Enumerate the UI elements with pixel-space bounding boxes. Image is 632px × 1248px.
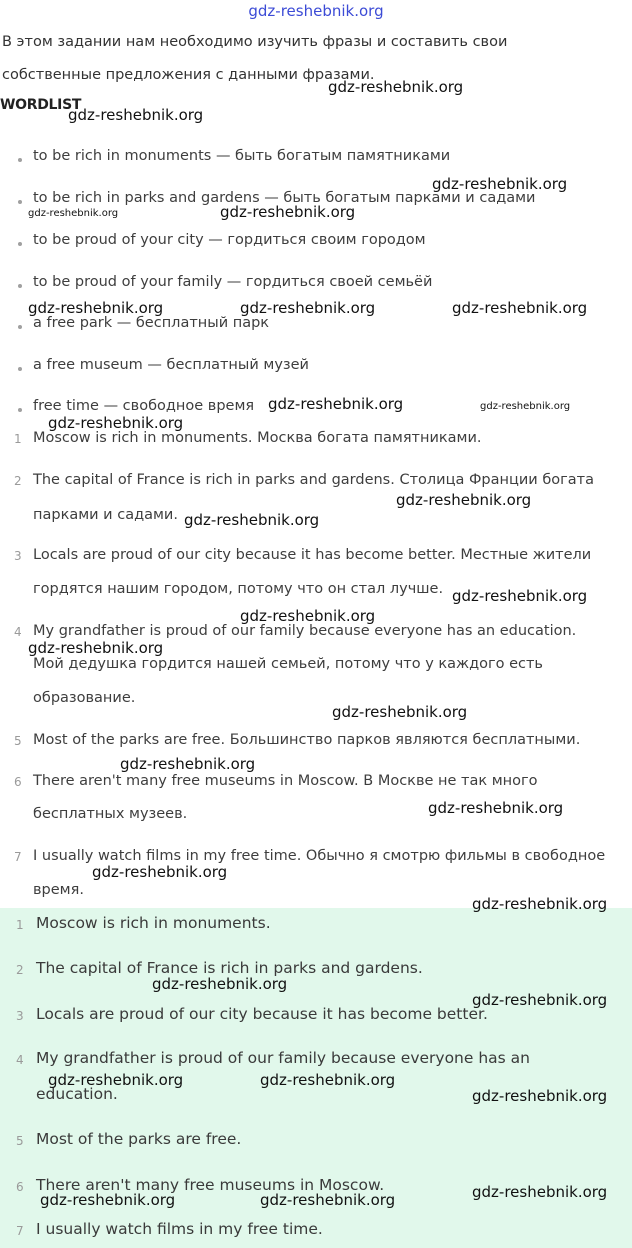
watermark: gdz-reshebnik.org [48, 1071, 184, 1089]
answer-number: 7 [16, 1224, 24, 1238]
answer-number: 6 [16, 1180, 24, 1194]
sentence-2-line-1: The capital of France is rich in parks and gardens. Столица Франции богата [33, 472, 594, 488]
watermark: gdz-reshebnik.org [472, 895, 608, 913]
sentence-7-line-2: время. [33, 882, 84, 898]
answer-3: Locals are proud of our city because it has become better. [36, 1005, 488, 1023]
site-header-link[interactable]: gdz-reshebnik.org [248, 2, 384, 20]
answer-number: 4 [16, 1053, 24, 1067]
watermark: gdz-reshebnik.org [68, 106, 204, 124]
watermark: gdz-reshebnik.org [332, 703, 468, 721]
sentence-4-line-3: образование. [33, 690, 136, 706]
sentence-4-line-2: Мой дедушка гордится нашей семьей, потому что у каждого есть [33, 656, 543, 672]
answer-4-line-1: My grandfather is proud of our family because everyone has an [36, 1049, 530, 1067]
wordlist-item: a free park — бесплатный парк [33, 315, 270, 331]
answer-5: Most of the parks are free. [36, 1130, 242, 1148]
wordlist-title: WORDLIST [0, 97, 82, 113]
bullet-icon [18, 200, 22, 204]
watermark: gdz-reshebnik.org [432, 175, 568, 193]
wordlist-item: to be proud of your family — гордиться своей семьёй [33, 274, 433, 290]
bullet-icon [18, 325, 22, 329]
watermark: gdz-reshebnik.org [220, 203, 356, 221]
watermark: gdz-reshebnik.org [260, 1071, 396, 1089]
watermark: gdz-reshebnik.org [120, 755, 256, 773]
watermark: gdz-reshebnik.org [152, 975, 288, 993]
bullet-icon [18, 284, 22, 288]
answer-number: 5 [16, 1134, 24, 1148]
sentence-number: 1 [14, 432, 22, 446]
sentence-number: 6 [14, 775, 22, 789]
watermark: gdz-reshebnik.org [184, 511, 320, 529]
intro-line-1: В этом задании нам необходимо изучить фразы и составить свои [2, 34, 508, 50]
sentence-number: 3 [14, 549, 22, 563]
watermark: gdz-reshebnik.org [328, 78, 464, 96]
watermark: gdz-reshebnik.org [472, 1087, 608, 1105]
answer-6: There aren't many free museums in Moscow. [36, 1176, 385, 1194]
watermark: gdz-reshebnik.org [92, 863, 228, 881]
watermark: gdz-reshebnik.org [28, 208, 119, 219]
sentence-number: 4 [14, 625, 22, 639]
sentence-7-line-1: I usually watch films in my free time. Обычно я смотрю фильмы в свободное [33, 848, 606, 864]
watermark: gdz-reshebnik.org [240, 607, 376, 625]
watermark: gdz-reshebnik.org [40, 1191, 176, 1209]
intro-line-2: собственные предложения с данными фразами. [2, 67, 375, 83]
answer-number: 1 [16, 918, 24, 932]
bullet-icon [18, 242, 22, 246]
wordlist-item: to be proud of your city — гордиться своим городом [33, 232, 426, 248]
watermark: gdz-reshebnik.org [452, 299, 588, 317]
watermark: gdz-reshebnik.org [472, 991, 608, 1009]
watermark: gdz-reshebnik.org [472, 1183, 608, 1201]
watermark: gdz-reshebnik.org [480, 401, 571, 412]
sentence-number: 5 [14, 734, 22, 748]
answer-number: 2 [16, 963, 24, 977]
sentence-number: 7 [14, 850, 22, 864]
sentence-3-line-2: гордятся нашим городом, потому что он стал лучше. [33, 581, 444, 597]
wordlist-item: to be rich in monuments — быть богатым памятниками [33, 148, 451, 164]
answer-1: Moscow is rich in monuments. [36, 914, 271, 932]
sentence-1: Moscow is rich in monuments. Москва богата памятниками. [33, 430, 482, 446]
answer-number: 3 [16, 1009, 24, 1023]
watermark: gdz-reshebnik.org [396, 491, 532, 509]
sentence-4-line-1: My grandfather is proud of our family because everyone has an education. [33, 623, 577, 639]
sentence-3-line-1: Locals are proud of our city because it has become better. Местные жители [33, 547, 592, 563]
sentence-5: Most of the parks are free. Большинство парков являются бесплатными. [33, 732, 581, 748]
sentence-number: 2 [14, 474, 22, 488]
bullet-icon [18, 367, 22, 371]
watermark: gdz-reshebnik.org [452, 587, 588, 605]
wordlist-item: a free museum — бесплатный музей [33, 357, 309, 373]
answer-4-line-2: education. [36, 1085, 118, 1103]
wordlist-item: free time — свободное время [33, 398, 255, 414]
sentence-6-line-2: бесплатных музеев. [33, 806, 188, 822]
watermark: gdz-reshebnik.org [268, 395, 404, 413]
watermark: gdz-reshebnik.org [428, 799, 564, 817]
watermark: gdz-reshebnik.org [260, 1191, 396, 1209]
sentence-6-line-1: There aren't many free museums in Moscow. В Москве не так много [33, 773, 538, 789]
sentence-2-line-2: парками и садами. [33, 507, 178, 523]
answer-7: I usually watch films in my free time. [36, 1220, 323, 1238]
watermark: gdz-reshebnik.org [28, 299, 164, 317]
bullet-icon [18, 408, 22, 412]
wordlist-item: to be rich in parks and gardens — быть богатым парками и садами [33, 190, 536, 206]
watermark: gdz-reshebnik.org [28, 639, 164, 657]
watermark: gdz-reshebnik.org [240, 299, 376, 317]
watermark: gdz-reshebnik.org [48, 414, 184, 432]
bullet-icon [18, 158, 22, 162]
answer-2: The capital of France is rich in parks and gardens. [36, 959, 423, 977]
